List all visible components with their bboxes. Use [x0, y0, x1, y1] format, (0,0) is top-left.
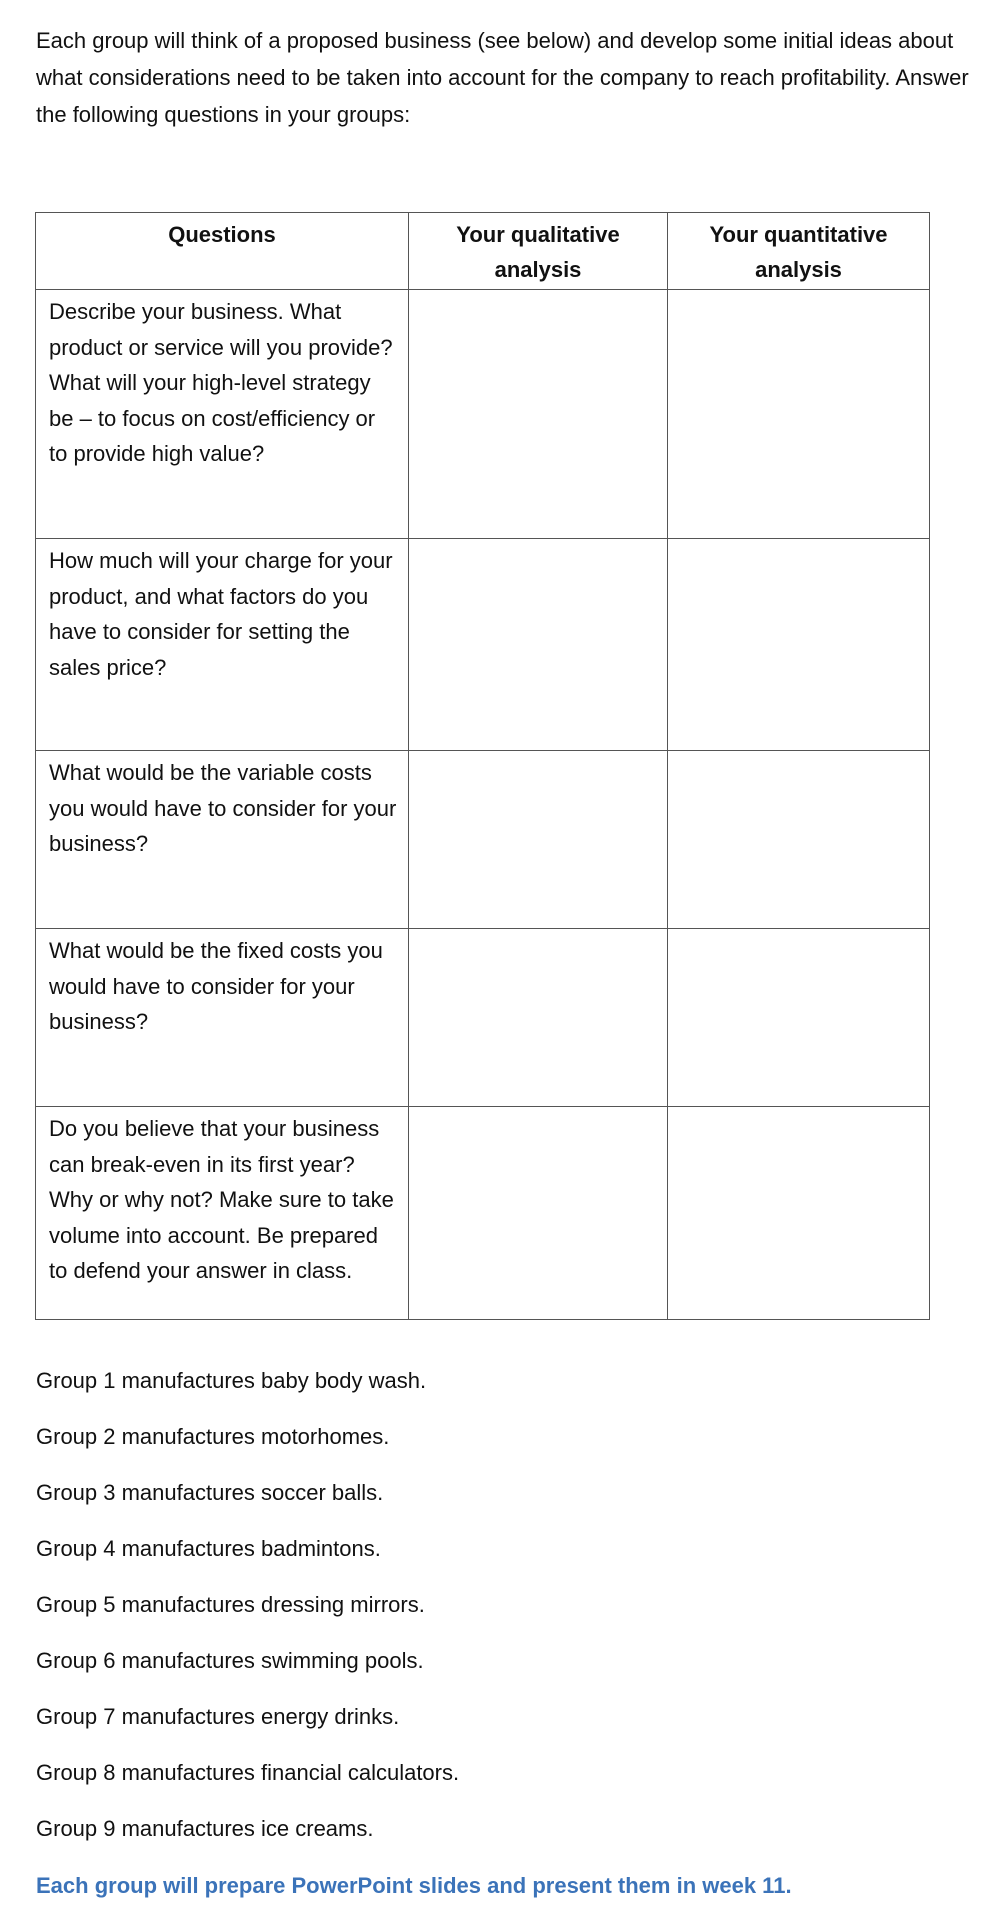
group-item: Group 9 manufactures ice creams.	[36, 1816, 374, 1841]
group-item: Group 5 manufactures dressing mirrors.	[36, 1592, 425, 1617]
table-header-row	[36, 213, 930, 290]
question-cell: What would be the variable costs you would have to consider for your business?	[36, 751, 409, 929]
qualitative-cell[interactable]	[409, 539, 668, 751]
quantitative-cell[interactable]	[668, 539, 930, 751]
quantitative-cell[interactable]	[668, 929, 930, 1107]
qualitative-cell[interactable]	[409, 1107, 668, 1320]
group-item: Group 2 manufactures motorhomes.	[36, 1424, 390, 1449]
group-item: Group 1 manufactures baby body wash.	[36, 1368, 427, 1393]
group-item: Group 3 manufactures soccer balls.	[36, 1480, 384, 1505]
table-row	[36, 290, 930, 539]
question-cell: Do you believe that your business can break-even in its first year? Why or why not? Make sure to take volume into account. Be prepared to defend your answer in class.	[36, 1107, 409, 1320]
intro-paragraph: Each group will think of a proposed business (see below) and develop some initial ideas about what considerations need to be taken into account for the company to reach profitability. Answer the following questions in your groups:	[36, 28, 969, 127]
quantitative-cell[interactable]	[668, 1107, 930, 1320]
header-quantitative: Your quantitative analysis	[668, 213, 930, 290]
qualitative-cell[interactable]	[409, 751, 668, 929]
group-item: Group 4 manufactures badmintons.	[36, 1536, 381, 1561]
questions-table	[35, 212, 930, 1320]
quantitative-cell[interactable]	[668, 751, 930, 929]
header-questions: Questions	[36, 213, 409, 290]
group-item: Group 8 manufactures financial calculators.	[36, 1760, 460, 1785]
group-list	[36, 1366, 459, 1870]
question-cell: What would be the fixed costs you would have to consider for your business?	[36, 929, 409, 1107]
header-qualitative: Your qualitative analysis	[409, 213, 668, 290]
table-row	[36, 1107, 930, 1320]
table-row	[36, 929, 930, 1107]
quantitative-cell[interactable]	[668, 290, 930, 539]
table-row	[36, 751, 930, 929]
question-cell: Describe your business. What product or service will you provide? What will your high-level strategy be – to focus on cost/efficiency or to provide high value?	[36, 290, 409, 539]
table-row	[36, 539, 930, 751]
question-cell: How much will your charge for your product, and what factors do you have to consider for setting the sales price?	[36, 539, 409, 751]
qualitative-cell[interactable]	[409, 929, 668, 1107]
group-item: Group 6 manufactures swimming pools.	[36, 1648, 424, 1673]
qualitative-cell[interactable]	[409, 290, 668, 539]
closing-note: Each group will prepare PowerPoint slides and present them in week 11.	[36, 1873, 792, 1898]
group-item: Group 7 manufactures energy drinks.	[36, 1704, 400, 1729]
